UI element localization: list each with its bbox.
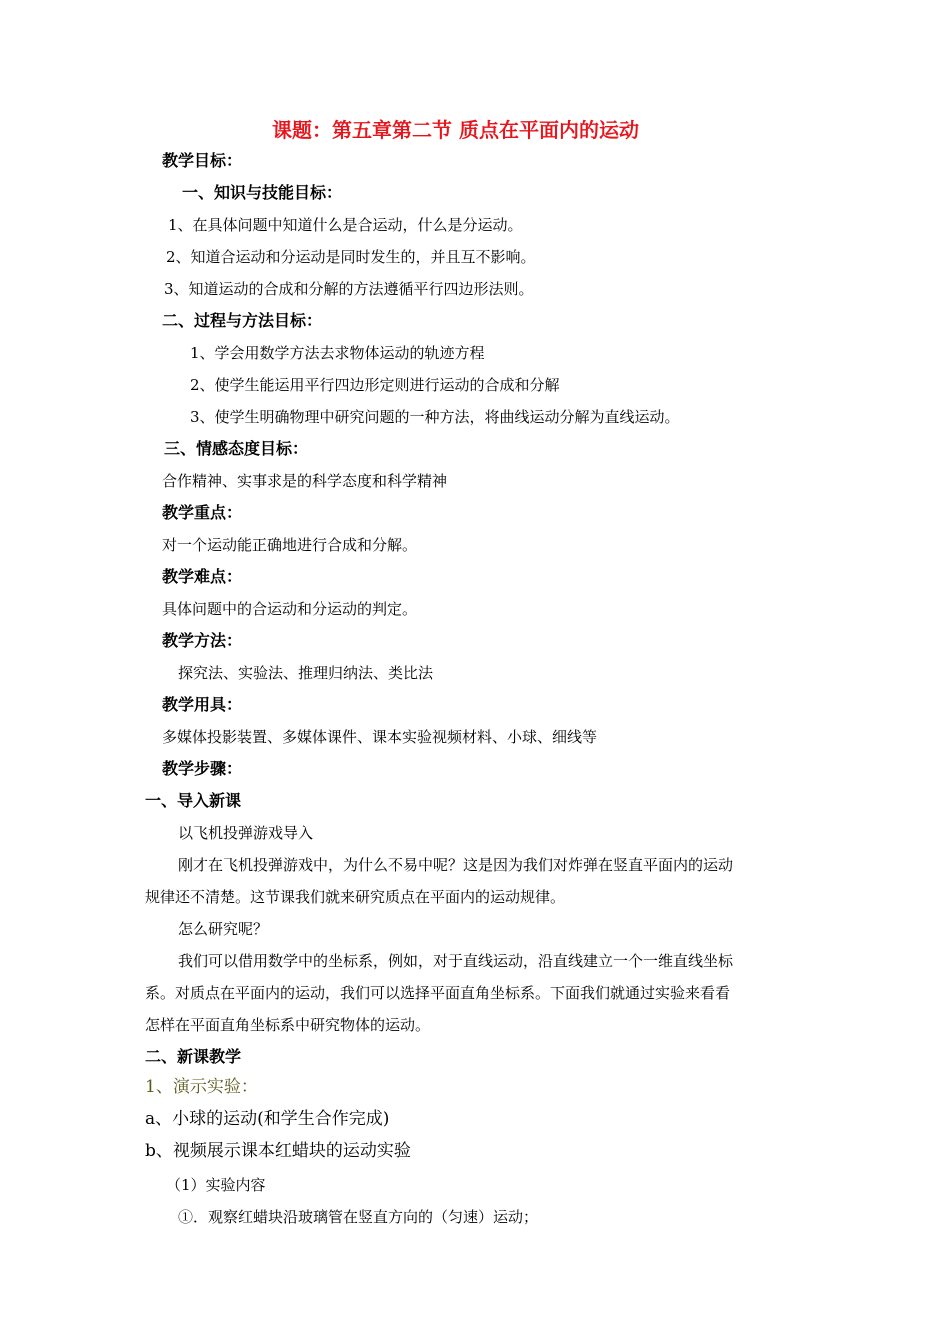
new-lesson-heading: 二、新课教学	[145, 1047, 242, 1066]
experiment-content-heading: （1）实验内容	[166, 1176, 266, 1194]
key-point-heading: 教学重点：	[162, 503, 243, 522]
knowledge-item-3: 3、知道运动的合成和分解的方法遵循平行四边形法则。	[164, 280, 534, 298]
intro-heading: 一、导入新课	[145, 791, 242, 810]
intro-paragraph-3: 怎么研究呢？	[178, 920, 269, 938]
tools-heading: 教学用具：	[162, 695, 243, 714]
objectives-heading: 教学目标：	[162, 151, 243, 170]
page-title: 课题：第五章第二节 质点在平面内的运动	[272, 118, 639, 142]
process-item-2: 2、使学生能运用平行四边形定则进行运动的合成和分解	[190, 376, 560, 394]
experiment-content-item-1: ①．观察红蜡块沿玻璃管在竖直方向的（匀速）运动；	[178, 1208, 539, 1226]
knowledge-item-2: 2、知道合运动和分运动是同时发生的，并且互不影响。	[166, 248, 536, 266]
demo-heading: 1、演示实验：	[145, 1077, 258, 1097]
key-point-text: 对一个运动能正确地进行合成和分解。	[162, 536, 418, 554]
process-item-3: 3、使学生明确物理中研究问题的一种方法，将曲线运动分解为直线运动。	[190, 408, 680, 426]
difficulty-text: 具体问题中的合运动和分运动的判定。	[162, 600, 418, 618]
demo-item-b: b、视频展示课本红蜡块的运动实验	[145, 1141, 411, 1161]
process-heading: 二、过程与方法目标：	[162, 311, 323, 330]
intro-paragraph-4-line-1: 我们可以借用数学中的坐标系，例如，对于直线运动，沿直线建立一个一维直线坐标	[178, 952, 734, 970]
intro-paragraph-2-line-1: 刚才在飞机投弹游戏中，为什么不易中呢？这是因为我们对炸弹在竖直平面内的运动	[178, 856, 734, 874]
difficulty-heading: 教学难点：	[162, 567, 243, 586]
tools-text: 多媒体投影装置、多媒体课件、课本实验视频材料、小球、细线等	[162, 728, 598, 746]
process-item-1: 1、学会用数学方法去求物体运动的轨迹方程	[190, 344, 485, 362]
method-text: 探究法、实验法、推理归纳法、类比法	[178, 664, 434, 682]
intro-paragraph-4-line-3: 怎样在平面直角坐标系中研究物体的运动。	[145, 1016, 431, 1034]
knowledge-heading: 一、知识与技能目标：	[182, 183, 343, 202]
intro-paragraph-1: 以飞机投弹游戏导入	[178, 824, 314, 842]
demo-item-a: a、小球的运动(和学生合作完成)	[145, 1109, 390, 1129]
emotion-text: 合作精神、实事求是的科学态度和科学精神	[162, 472, 448, 490]
method-heading: 教学方法：	[162, 631, 243, 650]
intro-paragraph-4-line-2: 系。对质点在平面内的运动，我们可以选择平面直角坐标系。下面我们就通过实验来看看	[145, 984, 731, 1002]
steps-heading: 教学步骤：	[162, 759, 243, 778]
knowledge-item-1: 1、在具体问题中知道什么是合运动，什么是分运动。	[168, 216, 523, 234]
emotion-heading: 三、情感态度目标：	[164, 439, 309, 458]
intro-paragraph-2-line-2: 规律还不清楚。这节课我们就来研究质点在平面内的运动规律。	[145, 888, 566, 906]
